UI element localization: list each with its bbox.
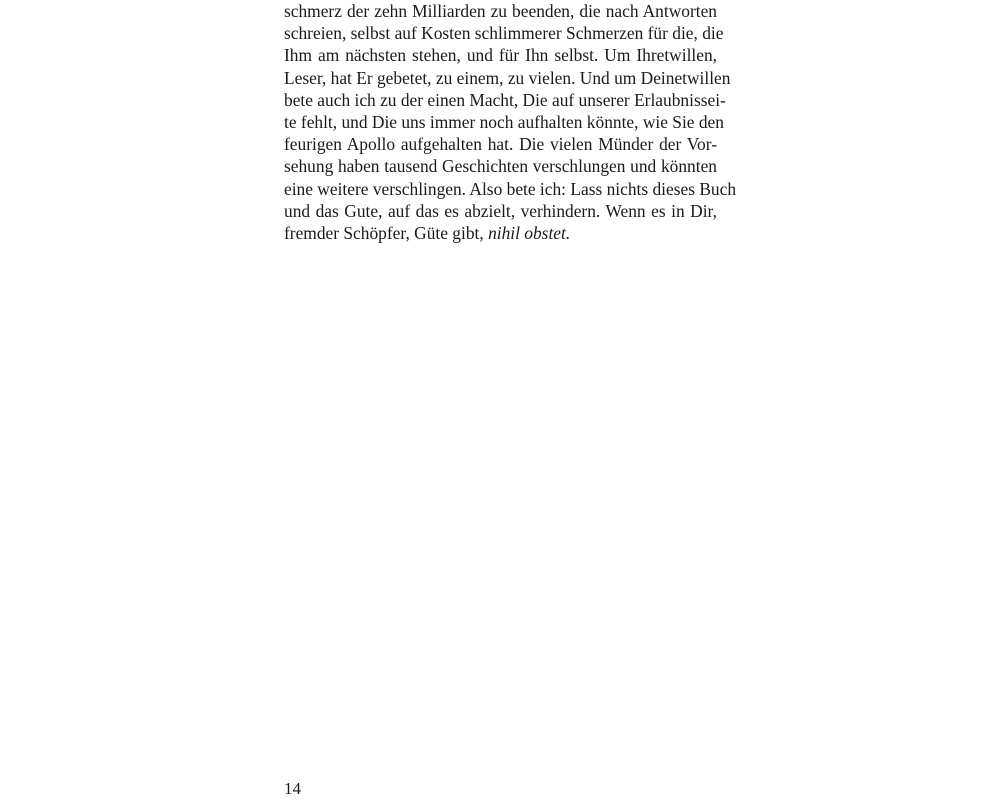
- text-line: te fehlt, und Die uns immer noch aufhalten könnte, wie Sie den: [284, 111, 724, 132]
- text-line: eine weitere verschlingen. Also bete ich: Lass nichts dieses Buch: [284, 178, 737, 199]
- italic-phrase: nihil obstet.: [488, 222, 571, 243]
- last-line-text: fremder Schöpfer, Güte gibt,: [284, 222, 489, 243]
- body-paragraph: [284, 0, 737, 244]
- text-line: sehung haben tausend Geschichten verschlungen und könnten: [284, 156, 717, 177]
- text-line: schmerz der zehn Milliarden zu beenden, die nach Antworten: [284, 1, 717, 21]
- text-line-last: [284, 222, 717, 244]
- text-line: feurigen Apollo aufgehalten hat. Die vielen Münder der Vor-: [284, 134, 717, 155]
- text-line: Ihm am nächsten stehen, und für Ihn selbst. Um Ihretwillen,: [284, 45, 717, 66]
- text-line: schreien, selbst auf Kosten schlimmerer Schmerzen für die, die: [284, 23, 724, 44]
- text-line: Leser, hat Er gebetet, zu einem, zu vielen. Und um Deinetwillen: [284, 67, 731, 88]
- page-number: 14: [284, 779, 301, 798]
- text-line: bete auch ich zu der einen Macht, Die auf unserer Erlaubnissei-: [284, 89, 726, 110]
- text-line: und das Gute, auf das es abzielt, verhindern. Wenn es in Dir,: [284, 200, 717, 221]
